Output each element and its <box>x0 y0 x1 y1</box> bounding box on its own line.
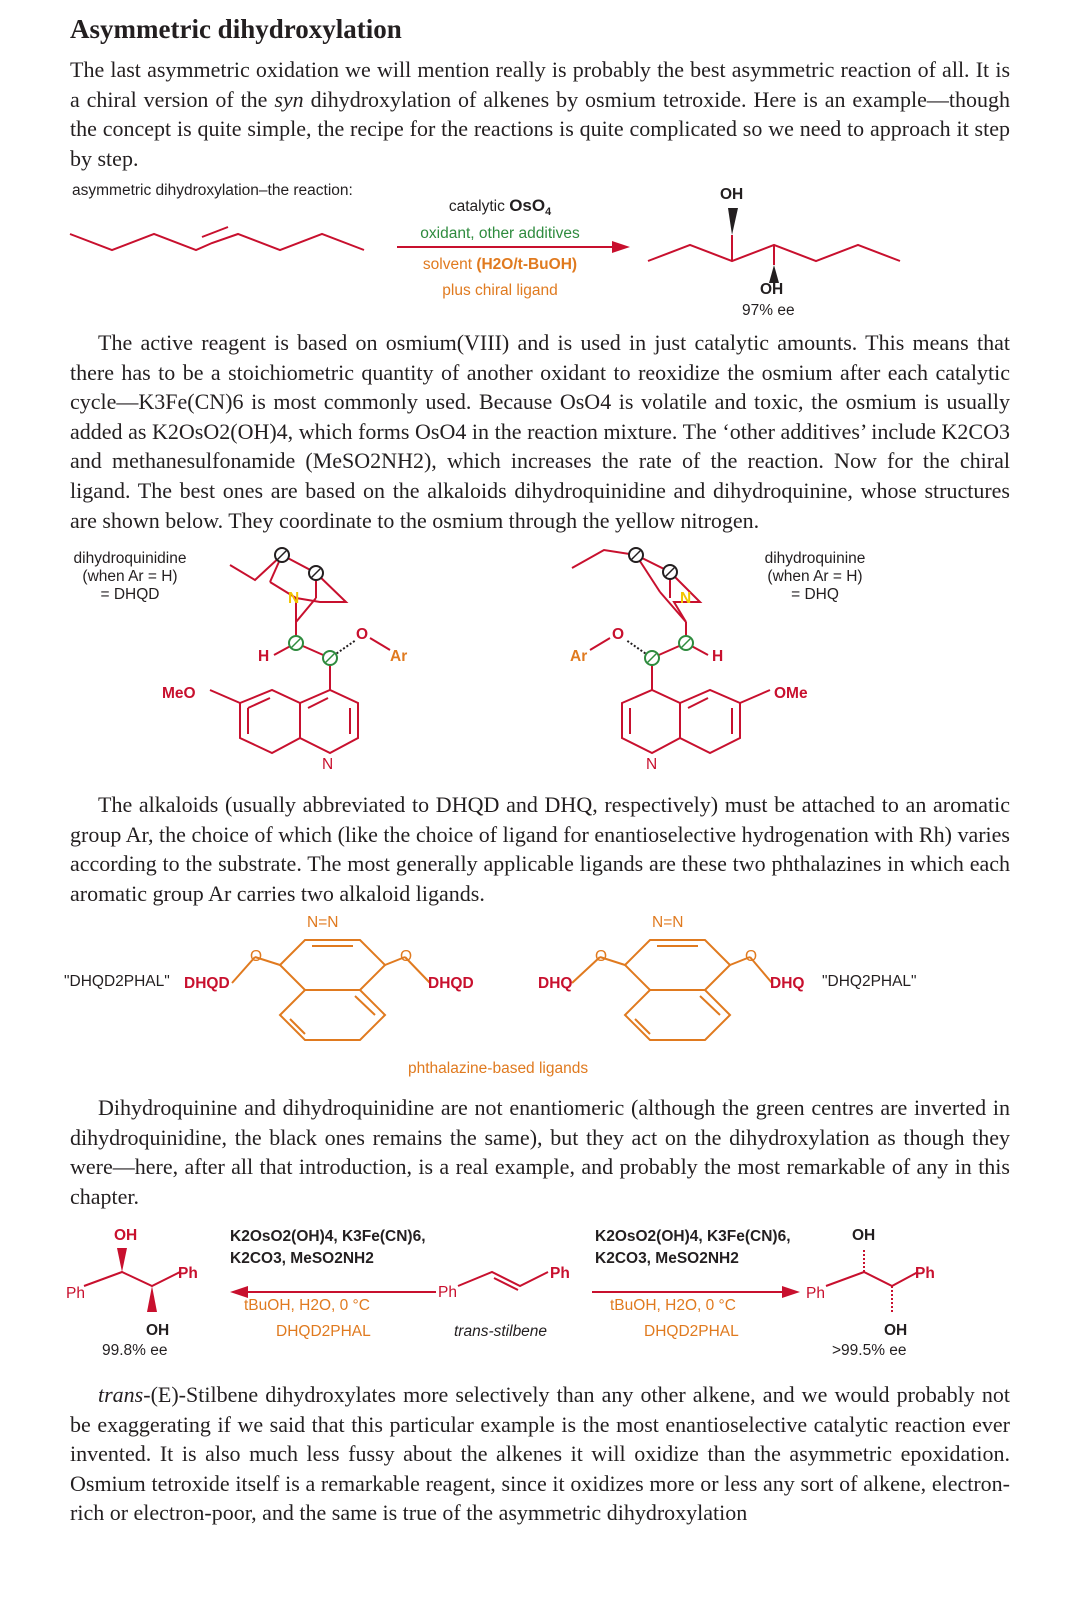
trans-stilbene <box>458 1272 548 1286</box>
right-reagent-line2: K2CO3, MeSO2NH2 <box>595 1250 739 1267</box>
product-oh-bottom: OH <box>760 281 784 298</box>
dhqd2phal-nn: N=N <box>307 914 339 931</box>
left-reagent-line4: DHQD2PHAL <box>276 1323 371 1340</box>
left-reagent-line1: K2OsO2(OH)4, K3Fe(CN)6, <box>230 1228 426 1245</box>
left-ph-top: Ph <box>178 1265 198 1282</box>
dhqd-o: O <box>356 626 369 643</box>
dhq-h: H <box>712 648 724 665</box>
dhqd2phal-group-left: DHQD <box>184 975 230 992</box>
dhqd2phal-name: "DHQD2PHAL" <box>64 973 170 990</box>
dhqd2phal-o-left: O <box>250 948 263 965</box>
right-reagent-line4: DHQD2PHAL <box>644 1323 739 1340</box>
stilbene-ph-bottom: Ph <box>438 1284 457 1301</box>
right-reagent-line1: K2OsO2(OH)4, K3Fe(CN)6, <box>595 1228 791 1245</box>
right-oh-top: OH <box>852 1227 876 1244</box>
left-ph-bottom: Ph <box>66 1285 85 1302</box>
enantiomer-paragraph: Dihydroquinine and dihydroquinidine are not enantiomeric (although the green centres are inverted in dihydroquinidine, the black ones remains the same), but they act on the dihydroxylation as though they were—here, after all that introduction, is a real example, and probably the most remarkable of any in this chapter. <box>70 1095 1010 1209</box>
scheme1-caption: asymmetric dihydroxylation–the reaction: <box>72 182 353 199</box>
alkaloid-structures <box>0 540 1080 790</box>
dhq2phal-o-left: O <box>595 948 608 965</box>
stilbene-paragraph: trans-(E)-Stilbene dihydroxylates more selectively than any other alkene, and we would probably not be exaggerating if we said that this particular example is the most enantioselective catalytic reaction ever invented. It is also much less fussy about the alkenes it will oxidize than the asymmetric epoxidation. Osmium tetroxide itself is a remarkable reagent, since it oxidizes more or less any sort of alkene, electron-rich or electron-poor, and the same is true of the asymmetric dihydroxylation <box>70 1382 1010 1526</box>
dhqd-label: dihydroquinidine (when Ar = H) = DHQD <box>73 550 187 603</box>
dhq2phal-o-right: O <box>745 948 758 965</box>
right-ee: >99.5% ee <box>832 1342 907 1359</box>
dhq-ar: Ar <box>570 648 588 665</box>
product-oh-top: OH <box>720 186 744 203</box>
dhq2phal-nn: N=N <box>652 914 684 931</box>
stilbene-ph-top: Ph <box>550 1265 570 1282</box>
left-ee: 99.8% ee <box>102 1342 168 1359</box>
dhqd-quinoline-n: N <box>322 756 334 773</box>
dhq-quinoline-n: N <box>646 756 658 773</box>
dhqd2phal-o-right: O <box>400 948 413 965</box>
product-ee: 97% ee <box>742 302 795 319</box>
dhq-o: O <box>612 626 625 643</box>
reagent-oxidant: oxidant, other additives <box>420 225 580 242</box>
right-oh-bottom: OH <box>884 1322 908 1339</box>
left-oh-bottom: OH <box>146 1322 170 1339</box>
right-ph-top: Ph <box>915 1265 935 1282</box>
reagent-chiral-ligand: plus chiral ligand <box>442 282 558 299</box>
left-diol <box>84 1272 180 1286</box>
phthalazine-caption: phthalazine-based ligands <box>408 1060 589 1077</box>
dihydroquinine-structure <box>572 550 770 753</box>
intro-paragraph: The last asymmetric oxidation we will mention really is probably the best asymmetric reaction of all. It is a chiral version of the syn dihydroxylation of alkenes by osmium tetroxide. Here is an example—though the concept is quite simple, the recipe for the reactions is quite complicated so we need to approach it step by step. <box>70 57 1010 171</box>
stilbene-name: trans-stilbene <box>454 1323 548 1340</box>
left-reagent-line3: tBuOH, H2O, 0 °C <box>244 1297 370 1314</box>
dhq2phal-name: "DHQ2PHAL" <box>822 973 917 990</box>
dhq-nitrogen: N <box>680 590 692 607</box>
dhqd-meo: MeO <box>162 685 196 702</box>
section-title: Asymmetric dihydroxylation <box>70 14 402 44</box>
dhq-label: dihydroquinine (when Ar = H) = DHQ <box>764 550 866 603</box>
dhq-ome: OMe <box>774 685 808 702</box>
right-ph-bottom: Ph <box>806 1285 825 1302</box>
reagent-solvent: solvent (H2O/t-BuOH) <box>422 256 578 273</box>
dhq2phal-group-right: DHQ <box>770 975 805 992</box>
left-oh-top: OH <box>114 1227 138 1244</box>
left-reagent-line2: K2CO3, MeSO2NH2 <box>230 1250 374 1267</box>
reagent-osmium: catalytic OsO$_4$ <box>448 196 552 219</box>
dhqd-ar: Ar <box>390 648 408 665</box>
alkaloids-paragraph: The alkaloids (usually abbreviated to DHQD and DHQ, respectively) must be attached to an aromatic group Ar, the choice of which (like the choice of ligand for enantioselective hydrogenation with Rh) varies according to the substrate. The most generally applicable ligands are these two phthalazines in which each aromatic group Ar carries two alkaloid ligands. <box>70 792 1010 906</box>
alkene-substrate <box>70 234 364 250</box>
dhqd-h: H <box>258 648 270 665</box>
right-reagent-line3: tBuOH, H2O, 0 °C <box>610 1297 736 1314</box>
right-diol <box>826 1272 918 1286</box>
dhqd2phal-group-right: DHQD <box>428 975 474 992</box>
active-reagent-paragraph: The active reagent is based on osmium(VIII) and is used in just catalytic amounts. This means that there has to be a stoichiometric quantity of another oxidant to reoxidize the osmium after each catalytic cycle—K3Fe(CN)6 is most commonly used. Because OsO4 is volatile and toxic, the osmium is usually added as K2OsO2(OH)4, which forms OsO4 in the reaction mixture. The ‘other additives’ include K2CO3 and methanesulfonamide (MeSO2NH2), which increases the rate of the reaction. Now for the chiral ligand. The best ones are based on the alkaloids dihydroquinidine and dihydroquinine, whose structures are shown below. They coordinate to the osmium through the yellow nitrogen. <box>70 330 1010 533</box>
dhq2phal-group-left: DHQ <box>538 975 573 992</box>
dhqd-nitrogen: N <box>288 590 300 607</box>
